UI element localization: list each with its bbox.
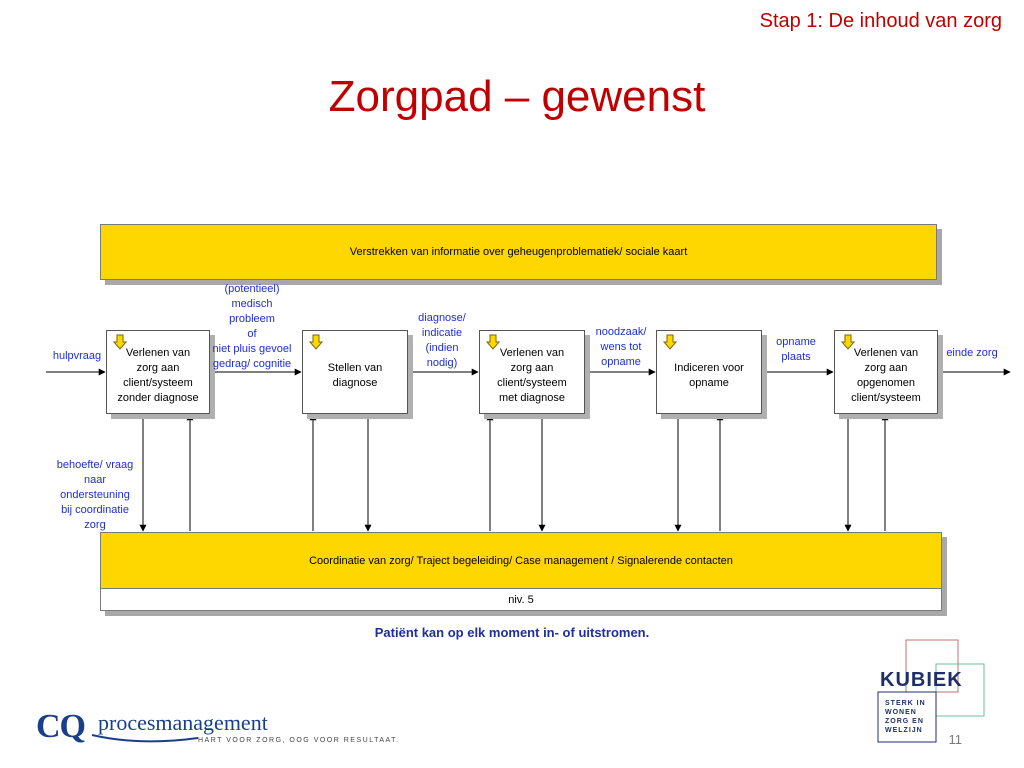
cq-logo: CQ [36, 708, 85, 745]
info-bar-text: Verstrekken van informatie over geheugenproblematiek/ sociale kaart [349, 246, 688, 258]
down-arrow-icon [663, 334, 677, 350]
step-box-5 [834, 330, 938, 414]
coordination-bar [100, 532, 942, 590]
label-einde-zorg: einde zorg [946, 347, 998, 359]
step-label-5: Verlenen van zorg aan opgenomen client/systeem [851, 347, 921, 404]
label-noodzaak-opname: noodzaak/ wens tot opname [595, 326, 647, 368]
coordination-bar-text: Coordinatie van zorg/ Traject begeleiding/ Case management / Signalerende contacten [309, 555, 733, 567]
step-label-2: Stellen van diagnose [327, 362, 383, 389]
slide-title: Zorgpad – gewenst [328, 72, 706, 121]
down-arrow-icon [486, 334, 500, 350]
label-medisch-probleem: (potentieel) medisch probleem of niet pluis gevoel gedrag/ cognitie [212, 283, 292, 370]
label-hulpvraag: hulpvraag [52, 350, 102, 362]
down-arrow-icon [309, 334, 323, 350]
step-box-2 [302, 330, 408, 414]
info-bar [100, 224, 937, 280]
cq-tagline: HART VOOR ZORG, OOG VOOR RESULTAAT. [198, 737, 400, 744]
step-box-1 [106, 330, 210, 414]
cq-logo-name: procesmanagement [98, 710, 268, 735]
label-behoefte-coordinatie: behoefte/ vraag naar ondersteuning bij coordinatie zorg [56, 459, 134, 531]
cq-swoosh-icon [90, 732, 200, 744]
level-bar [100, 588, 942, 611]
page-number: 11 [948, 732, 962, 747]
slide-step-heading: Stap 1: De inhoud van zorg [759, 10, 1002, 32]
step-box-4 [656, 330, 762, 414]
down-arrow-icon [113, 334, 127, 350]
down-arrow-icon [841, 334, 855, 350]
step-label-1: Verlenen van zorg aan client/systeem zonder diagnose [117, 347, 199, 404]
level-bar-text: niv. 5 [508, 594, 534, 606]
step-box-3 [479, 330, 585, 414]
step-label-3: Verlenen van zorg aan client/systeem met diagnose [497, 347, 567, 404]
label-opname-plaats: opname plaats [776, 336, 816, 363]
label-diagnose-indicatie: diagnose/ indicatie (indien nodig) [418, 312, 466, 369]
kubiek-logo-subtitle: STERK IN WONEN ZORG EN WELZIJN [885, 700, 926, 734]
footnote: Patiënt kan op elk moment in- of uitstromen. [374, 625, 650, 640]
step-label-4: Indiceren voor opname [674, 362, 744, 389]
kubiek-logo: KUBIEK [880, 669, 963, 691]
